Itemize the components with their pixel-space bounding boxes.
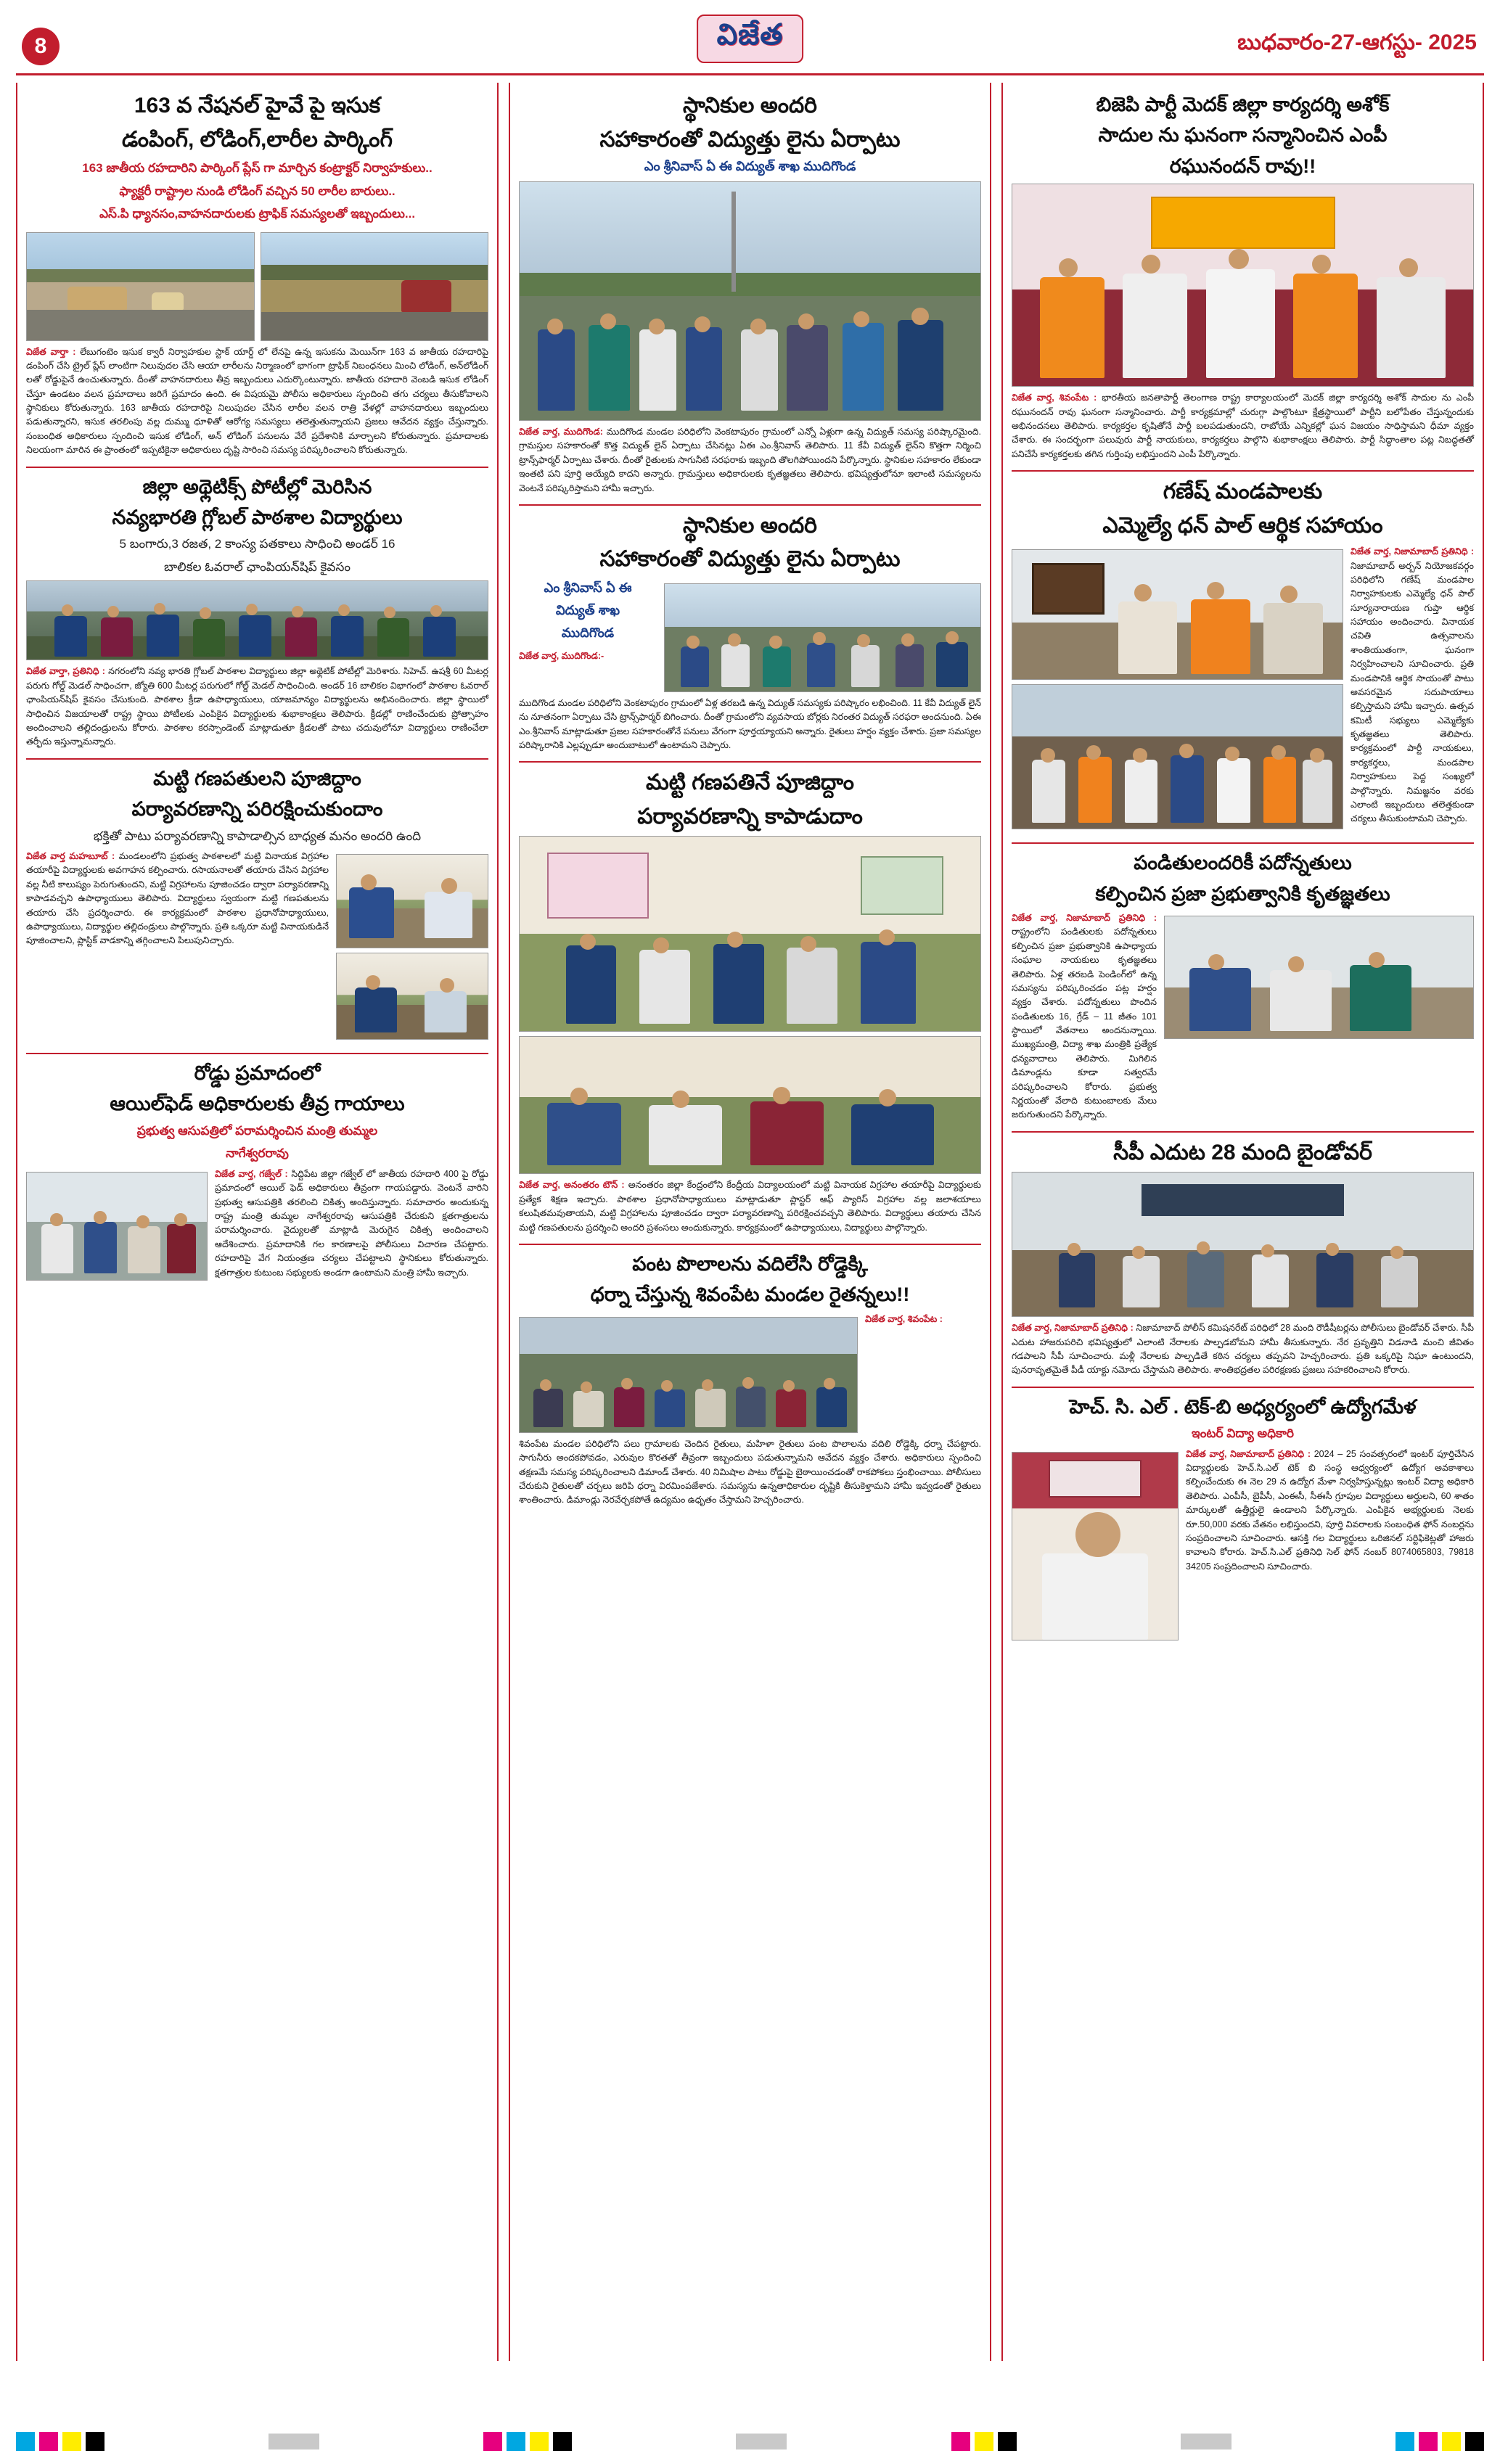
- column-left: [16, 83, 499, 2361]
- article-bjp-medak: [1012, 91, 1474, 461]
- logo-text: విజేత: [716, 19, 784, 51]
- color-registration-bars: [16, 2432, 1484, 2451]
- color-bar-magenta: [951, 2432, 970, 2451]
- color-bar-yellow: [1442, 2432, 1461, 2451]
- article-lead: విజేత వార్త, నిజామాబాద్ ప్రతినిధి :: [1012, 913, 1157, 924]
- divider: [519, 761, 981, 763]
- article-text: సిద్దిపేట జిల్లా గజ్వేల్ లో జాతీయ రహదారి 400 పై రోడ్డు ప్రమాదంలో ఆయిల్ ఫెడ్ అధికారులు తీవ్రంగా గాయపడ్డారు. వెంటనే వారిని ప్రభుత్వ ఆసుపత్రికి తరలించి చికిత్స అందిస్తున్నారు. సమాచారం అందుకున్న రాష్ట్ర మంత్రి తుమ్మల నాగేశ్వరరావు ఆసుపత్రికి చేరుకుని క్షతగాత్రులను పరామర్శించారు. వైద్యులతో మాట్లాడి మెరుగైన చికిత్స అందించాలని ఆదేశించారు. ప్రమాదానికి గల కారణాలపై పోలీసులు విచారణ చేపట్టారు. రహదారిపై వేగ నియంత్రణ చర్యలు చేపట్టాలని స్థానికులు కోరుతున్నారు. క్షతగాత్రుల కుటుంబ సభ్యులకు అండగా ఉంటామని మంత్రి హామీ ఇచ్చారు.: [215, 1168, 488, 1278]
- divider: [1012, 470, 1474, 472]
- grey-bar: [269, 2434, 319, 2449]
- logo: [697, 15, 804, 63]
- grey-bar: [736, 2434, 787, 2449]
- divider: [26, 758, 488, 760]
- article-power-line-2: [519, 512, 981, 753]
- divider: [519, 504, 981, 506]
- article-power-line-1: [519, 91, 981, 496]
- column-right: [1001, 83, 1484, 2361]
- article-lead: విజేత వార్త, అనంతరం టౌన్ :: [519, 1180, 625, 1191]
- headline-line: గణేష్ మండపాలకు: [1163, 480, 1323, 504]
- article-photo: [1012, 1172, 1474, 1317]
- article-photo: [1164, 916, 1474, 1039]
- article-photo: [664, 583, 981, 692]
- article-lead: విజేత వార్త మహబూబ్ :: [26, 851, 115, 861]
- color-bar-magenta: [1419, 2432, 1438, 2451]
- article-text: శివంపేట మండల పరిధిలోని పలు గ్రామాలకు చెందిన రైతులు, మహిళా రైతులు పంట పొలాలను వదిలి రోడ్డెక్కి ధర్నా చేపట్టారు. సాగునీరు అందకపోవడం, ఎరువుల కొరతతో తీవ్రంగా ఇబ్బందులు పడుతున్నామని ఆవేదన వ్యక్తం చేశారు. అధికారులు స్పందించి తక్షణమే సమస్య పరిష్కరించాలని డిమాండ్ చేశారు. 40 నిమిషాల పాటు రోడ్డుపై బైఠాయించడంతో రాకపోకలు స్తంభించాయి. పోలీసులు చేరుకుని రైతులతో చర్చలు జరిపి ధర్నా విరమింపజేశారు. సమస్యను ఉన్నతాధికారుల దృష్టికి తీసుకెళ్తామని హామీ ఇవ్వడంతో రైతులు శాంతించారు. డిమాండ్లు నెరవేర్చకపోతే ఉద్యమం ఉధృతం చేస్తామని హెచ్చరించారు.: [519, 1438, 981, 1506]
- article-body: [1012, 1321, 1474, 1378]
- headline-line: స్థానికుల అందరి: [683, 513, 817, 538]
- color-bar-yellow: [530, 2432, 549, 2451]
- article-photo: [26, 1172, 208, 1281]
- cb-group-right: [951, 2432, 1017, 2451]
- article-lead: విజేత వార్త, నిజామాబాద్ ప్రతినిధి :: [1186, 1448, 1311, 1459]
- headline-line: సాదుల ను ఘనంగా సన్మానించిన ఎంపీ: [1098, 124, 1388, 147]
- article-body: [519, 1437, 981, 1508]
- divider: [1012, 1131, 1474, 1133]
- article-lead: విజేత వార్తా, ప్రతినిధి :: [26, 666, 105, 677]
- article-photo: [336, 953, 488, 1040]
- subhead: ఎం శ్రీనివాస్ ఏ ఈ విద్యుత్ శాఖ ముదిగొండ: [644, 159, 856, 173]
- article-text: 2024 – 25 సంవత్సరంలో ఇంటర్ పూర్తిచేసిన విద్యార్థులకు హెచ్.సి.ఎల్ టెక్ బి సంస్థ ఆధ్వర్యంలో ఉద్యోగ అవకాశాలు కల్పించేందుకు ఈ నెల 29 న ఉద్యోగ మేళా నిర్వహిస్తున్నట్లు ఇంటర్ విద్యా అధికారి తెలిపారు. ఎంపీసీ, బైపీసీ, ఎంఈసీ, సీఈసీ గ్రూపుల విద్యార్థులు అర్హులని, 60 శాతం మార్కులతో ఉత్తీర్ణులై ఉండాలని పేర్కొన్నారు. ఎంపికైన అభ్యర్థులకు నెలకు రూ.50,000 వరకు వేతనం లభిస్తుందని, పూర్తి వివరాలకు సంబంధిత ఫోన్ నంబర్లను సంప్రదించాలని సూచించారు. ఆసక్తి గల విద్యార్థులు ఒరిజినల్ సర్టిఫికెట్లతో హాజరు కావాలని కోరారు. హెచ్.సి.ఎల్ ప్రతినిధి సెల్ ఫోన్ నంబర్ 8074065803, 79818 34205 సంప్రదించాలని సూచించారు.: [1186, 1448, 1474, 1572]
- subhead: భక్తితో పాటు పర్యావరణాన్ని కాపాడాల్సిన బాధ్యత మనం అందరి ఉంది: [93, 829, 422, 843]
- article-lead: విజేత వార్త, ముదిగొండ:: [519, 427, 603, 437]
- article-text: లేబుగంటెం ఇసుక క్వారీ నిర్వాహకుల స్టాక్ యార్డ్ లో లేనపై ఉన్న ఇసుకను మెయిన్‌గా 163 వ జాతీయ రహదారిపై డంపింగ్ చేసి ట్రైల్ ప్లేస్ లాంటిగా నిలువుదల చేసి ఆయా లారీలను నిర్మాణంలో భాగంగా ట్రాఫిక్ నిబంధనలు మించి లోడింగ్, అన్‌లోడింగ్ లతో రోడ్డుపైనే ఉంచుతున్నారు. దీంతో వాహనదారులు తీవ్ర ఇబ్బందులు ఎదుర్కొంటున్నారు. జాతీయ రహదారి వెంబడి ఇసుక లోడింగ్ చేస్తూ ఉండటం వలన ప్రమాదాలు జరిగే ప్రమాదం ఉంది. ఈ విషయమై పోలీసు అధికారులు స్పందించి తగు చర్యలు తీసుకోవాలని స్థానికులు కోరుతున్నారు. 163 జాతీయ రహదారిపై నిలుపుదల చేసిన లారీల వలన రాత్రి వేళల్లో వాహనదారులు ఇబ్బందులు పడుతున్నారని, ఇసుక తరలింపు వల్ల దుమ్ము ధూళితో ఆరోగ్య సమస్యలు తలెత్తుతున్నాయని ప్రజలు ఆవేదన వ్యక్తం చేస్తున్నారు. సంబంధిత అధికారులు స్పందించి ఇసుక లోడింగ్, అన్ లోడింగ్ పనులను వేరే ప్రదేశానికి మార్చాలని కోరుతున్నారు. ప్రమాదాలకు నిలయంగా మారిన ఈ ప్రాంతంలో ఇప్పటికైనా అధికారులు దృష్టి సారించి సమస్య పరిష్కరించాలని కోరుతున్నారు.: [26, 346, 488, 456]
- article-text: అనంతరం జిల్లా కేంద్రంలోని కేంద్రీయ విద్యాలయంలో మట్టి వినాయక విగ్రహాల తయారీపై విద్యార్థులకు ప్రత్యేక శిక్షణ ఇచ్చారు. పాఠశాల ప్రధానోపాధ్యాయులు మాట్లాడుతూ ప్లాస్టర్ ఆఫ్ ప్యారిస్ విగ్రహాల వల్ల జలాశయాలు కలుషితమవుతాయని, మట్టి విగ్రహాలను పూజించడం ద్వారా పర్యావరణాన్ని పరిరక్షించవచ్చని తెలిపారు. విద్యార్థులు తయారు చేసిన మట్టి గణపతులను ప్రదర్శించి అందరి ప్రశంసలు అందుకున్నారు. కార్యక్రమంలో ఉపాధ్యాయులు, విద్యార్థులు పాల్గొన్నారు.: [519, 1180, 981, 1233]
- subhead: 163 జాతీయ రహదారిని పార్కింగ్ ప్లేస్ గా మార్చిన కంట్రాక్టర్ నిర్వాహకులు..: [82, 161, 433, 175]
- subhead: ప్రభుత్వ ఆసుపత్రిలో పరామర్శించిన మంత్రి తుమ్మల: [136, 1123, 378, 1138]
- headline-line: ఎమ్మెల్యే ధన్ పాల్ ఆర్థిక సహాయం: [1102, 513, 1383, 538]
- article-lead: విజేత వార్త, ముదిగొండ:-: [519, 650, 604, 661]
- article-photo: [519, 836, 981, 1032]
- subhead: బాలికల ఓవరాల్ ఛాంపియన్‌షిప్ కైవసం: [163, 559, 351, 574]
- headline-line: బిజెపి పార్టీ మెదక్ జిల్లా కార్యదర్శి అశోక్: [1096, 94, 1390, 115]
- article-pandits-promotion: [1012, 850, 1474, 1122]
- headline-line: పర్యావరణాన్ని కాపాడుదాం: [637, 804, 863, 829]
- cb-group-mid: [483, 2432, 572, 2451]
- headline-line: ధర్నా చేస్తున్న శివంపేట మండల రైతన్నలు!!: [590, 1284, 910, 1306]
- headline-line: మట్టి గణపతులని పూజిద్దాం: [153, 767, 361, 789]
- color-bar-black: [998, 2432, 1017, 2451]
- article-text: ముదిగొండ మండల పరిధిలోని వెంకటాపురం గ్రామంలో ఏళ్ల తరబడి ఉన్న విద్యుత్ సమస్యకు పరిష్కారం లభించింది. 11 కేవీ విద్యుత్ లైన్ ను నూతనంగా ఏర్పాటు చేసి ట్రాన్స్‌ఫార్మర్ బిగించారు. దీంతో గ్రామంలోని వ్యవసాయ బోర్లకు నిరంతర విద్యుత్ సరఫరా అందనుంది. ఏఈ ఎం.శ్రీనివాస్ మాట్లాడుతూ ప్రజల సహకారంతోనే పనులు వేగంగా పూర్తయ్యాయని అన్నారు. రైతులు హర్షం వ్యక్తం చేశారు. ప్రజా సమస్యల పరిష్కారానికి ఎల్లప్పుడూ అందుబాటులో ఉంటామని చెప్పారు.: [519, 697, 981, 750]
- color-bar-cyan: [507, 2432, 525, 2451]
- subhead: ముదిగొండ: [561, 625, 615, 640]
- color-bar-yellow: [975, 2432, 993, 2451]
- article-body: [26, 345, 488, 458]
- headline-line: రోడ్డు ప్రమాదంలో: [194, 1062, 321, 1084]
- article-text: ముదిగొండ మండల పరిధిలోని వెంకటాపురం గ్రామంలో ఎన్నో ఏళ్లుగా ఉన్న విద్యుత్ సమస్య పరిష్కారమైంది. గ్రామస్తుల సహకారంతో కొత్త విద్యుత్ లైన్ ఏర్పాటు చేసినట్లు ఏఈ ఎం.శ్రీనివాస్ తెలిపారు. 11 కేవీ విద్యుత్ లైన్‌ని కొత్తగా నిర్మించి ట్రాన్స్‌ఫార్మర్ ఏర్పాటు చేశారు. దీంతో రైతులకు సాగునీటి సరఫరాకు ఇబ్బంది తొలగిపోయిందని పేర్కొన్నారు. స్థానికుల సహకారం లేకుండా ఇంతటి పని పూర్తి అయ్యేది కాదని అన్నారు. గ్రామస్తులు అధికారులకు కృతజ్ఞతలు తెలిపారు. భవిష్యత్తులోనూ ఇలాంటి సమస్యలను వెంటనే పరిష్కరిస్తామని హామీ ఇచ్చారు.: [519, 427, 981, 493]
- color-bar-cyan: [16, 2432, 35, 2451]
- article-lead: విజేత వార్త, శివంపేట :: [865, 1313, 943, 1324]
- article-photo: [519, 1317, 858, 1433]
- subhead: విద్యుత్ శాఖ: [555, 602, 620, 617]
- masthead: [16, 13, 1484, 75]
- article-road-accident: [26, 1060, 488, 1285]
- page-number: 8: [22, 28, 60, 65]
- article-athletics: [26, 474, 488, 750]
- subhead: ఫ్యాక్టరీ రాష్ట్రాల నుండి లోడింగ్ వచ్చిన 50 లారీల బారులు..: [119, 184, 396, 198]
- headline-line: రఘునందన్ రావు!!: [1169, 155, 1316, 177]
- article-photo: [519, 181, 981, 421]
- subhead: ఎస్.పి ధ్యానసం,వాహనదారులకు ట్రాఫిక్ సమస్యలతో ఇబ్బందులు...: [99, 207, 416, 221]
- article-text: భారతీయ జనతాపార్టీ తెలంగాణ రాష్ట్ర కార్యాలయంలో మెదక్ జిల్లా కార్యదర్శి అశోక్ సాదుల ను ఎంపీ రఘునందన్ రావు ఘనంగా సన్మానించారు. పార్టీ కార్యక్రమాల్లో చురుగ్గా పాల్గొంటూ క్షేత్రస్థాయిలో పార్టీని బలోపేతం చేస్తున్నందుకు అభినందనలు తెలిపారు. కార్యకర్తల కృషితోనే పార్టీ బలపడుతుందని, రాబోయే ఎన్నికల్లో ఘన విజయం సాధిస్తామని ధీమా వ్యక్తం చేశారు. ఈ సందర్భంగా పలువురు పార్టీ నాయకులు, కార్యకర్తలు పాల్గొని శుభాకాంక్షలు తెలిపారు. పార్టీ సిద్ధాంతాల పట్ల నిబద్ధతతో పనిచేసే కార్యకర్తలకు తగిన గుర్తింపు లభిస్తుందని ఎంపీ పేర్కొన్నారు.: [1012, 393, 1474, 459]
- headline-line: జిల్లా అథ్లెటిక్స్ పోటీల్లో మెరిసిన: [142, 475, 372, 498]
- article-body: [26, 665, 488, 749]
- article-lead: విజేత వార్త, శివంపేట :: [1012, 393, 1097, 403]
- subhead: ఇంటర్ విద్యా అధికారి: [1192, 1426, 1294, 1441]
- article-photo: [1012, 684, 1343, 829]
- divider: [26, 467, 488, 468]
- article-clay-ganesh-2: [519, 768, 981, 1235]
- grey-bar: [1181, 2434, 1231, 2449]
- headline-line: నవ్యభారతి గ్లోబల్ పాఠశాల విద్యార్థులు: [112, 506, 403, 528]
- subhead: నాగేశ్వరరావు: [226, 1146, 289, 1161]
- headline-line: స్థానికుల అందరి: [683, 94, 817, 118]
- divider: [1012, 842, 1474, 844]
- article-text: నగరంలోని నవ్య భారతి గ్లోబల్ పాఠశాల విద్యార్థులు జిల్లా అథ్లెటిక్ పోటీల్లో మెరిశారు. సిహెచ్. ఉషశ్రీ 60 మీటర్ల పరుగు గోల్డ్ మెడల్ సాధించగా, జ్యోతి 600 మీటర్ల పరుగులో గోల్డ్ మెడల్ సాధించింది. అండర్ 16 బాలికల విభాగంలో పాఠశాల ఓవరాల్ ఛాంపియన్‌షిప్ కైవసం చేసుకుంది. పాఠశాల క్రీడా ఉపాధ్యాయులు, యాజమాన్యం విద్యార్థులను అభినందించారు. జిల్లా స్థాయిలో సాధించిన విజయాలతో రాష్ట్ర స్థాయి పోటీలకు ఎంపికైన విద్యార్థులకు శుభాకాంక్షలు తెలిపారు. క్రీడల్లో రాణించేందుకు ప్రోత్సాహం అందించాలని తల్లిదండ్రులను కోరారు. పాఠశాల కరస్పాండెంట్ మాట్లాడుతూ క్రీడలతో పాటు చదువులోనూ విద్యార్థులు రాణించేలా తర్ఫీదు ఇస్తున్నామన్నారు.: [26, 666, 488, 747]
- article-body: [519, 1178, 981, 1235]
- subhead: ఎం శ్రీనివాస్ ఏ ఈ: [544, 580, 632, 595]
- article-body: [519, 697, 981, 753]
- color-bar-black: [86, 2432, 104, 2451]
- divider: [519, 1244, 981, 1245]
- article-photo: [26, 232, 255, 341]
- article-lead: విజేత వార్త, నిజామాబాద్ ప్రతినిధి :: [1351, 546, 1474, 557]
- color-bar-cyan: [1396, 2432, 1414, 2451]
- divider: [1012, 1387, 1474, 1388]
- color-bar-yellow: [62, 2432, 81, 2451]
- article-campus-placement: [1012, 1138, 1474, 1378]
- subhead: 5 బంగారు,3 రజత, 2 కాంస్య పతకాలు సాధించి అండర్ 16: [119, 537, 396, 551]
- article-photo: [261, 232, 489, 341]
- article-text: మండలంలోని ప్రభుత్వ పాఠశాలలో మట్టి వినాయక విగ్రహాల తయారీపై విద్యార్థులకు అవగాహన కల్పించారు. రసాయనాలతో తయారు చేసిన విగ్రహాల వల్ల నీటి కాలుష్యం పెరుగుతుందని, మట్టి విగ్రహాలను పూజించడం ద్వారా పర్యావరణాన్ని కాపాడవచ్చని ఉపాధ్యాయులు తెలిపారు. విద్యార్థులు స్వయంగా మట్టి గణపతులను తయారు చేసి ప్రదర్శించారు. ఈ కార్యక్రమంలో పాఠశాల ప్రధానోపాధ్యాయులు, ఉపాధ్యాయులు, విద్యార్థుల తల్లిదండ్రులు పాల్గొన్నారు. ప్రతి ఒక్కరూ మట్టి వినాయకుడినే పూజించాలని, ప్లాస్టిక్ వాడకాన్ని తగ్గించాలని పిలుపునిచ్చారు.: [26, 851, 329, 946]
- article-photo: [26, 580, 488, 660]
- color-bar-magenta: [39, 2432, 58, 2451]
- article-lead: విజేత వార్తా :: [26, 346, 76, 357]
- headline-line: 163 వ నేషనల్ హైవే పై ఇసుక: [134, 94, 381, 118]
- headline-line: మట్టి గణపతినే పూజిద్దాం: [646, 771, 854, 795]
- article-lead: విజేత వార్త, నిజామాబాద్ ప్రతినిధి :: [1012, 1323, 1134, 1334]
- divider: [26, 1053, 488, 1054]
- headline-line: డంపింగ్, లోడింగ్,లారీల పార్కింగ్: [122, 127, 393, 152]
- cb-group-far-right: [1396, 2432, 1484, 2451]
- color-bar-magenta: [483, 2432, 502, 2451]
- color-bar-black: [553, 2432, 572, 2451]
- article-text: నిజామాబాద్ అర్బన్ నియోజకవర్గం పరిధిలోని గణేష్ మండపాల నిర్వాహకులకు ఎమ్మెల్యే ధన్ పాల్ సూర్యనారాయణ గుప్తా ఆర్థిక సహాయం అందించారు. వినాయక చవితి ఉత్సవాలను శాంతియుతంగా, ఘనంగా నిర్వహించాలని సూచించారు. ప్రతి మండపానికి ఆర్థిక సాయంతో పాటు అవసరమైన సదుపాయాలు కల్పిస్తామని హామీ ఇచ్చారు. ఉత్సవ కమిటీ సభ్యులు ఎమ్మెల్యేకు కృతజ్ఞతలు తెలిపారు. కార్యక్రమంలో పార్టీ నాయకులు, కార్యకర్తలు, మండపాల నిర్వాహకులు పెద్ద సంఖ్యలో పాల్గొన్నారు. నిమజ్జనం వరకు ఎలాంటి ఇబ్బందులు తలెత్తకుండా చర్యలు తీసుకుంటామని చెప్పారు.: [1351, 560, 1474, 824]
- headline-line: హెచ్. సి. ఎల్ . టెక్-బి అధ్యర్యంలో ఉద్యోగమేళ: [1069, 1395, 1417, 1418]
- article-sand-dumping: [26, 91, 488, 458]
- headline-line: సీపీ ఎదుట 28 మంది బైండోవర్: [1113, 1140, 1372, 1165]
- article-photo: [1012, 1452, 1179, 1640]
- article-body: [519, 425, 981, 496]
- column-container: [16, 83, 1484, 2361]
- color-bar-black: [1465, 2432, 1484, 2451]
- article-body: [1012, 391, 1474, 461]
- headline-line: కల్పించిన ప్రజా ప్రభుత్వానికి కృతజ్ఞతలు: [1095, 882, 1390, 905]
- article-lead: విజేత వార్త, గజ్వేల్ :: [215, 1168, 288, 1179]
- article-photo: [1012, 549, 1343, 680]
- article-clay-ganesh: [26, 765, 488, 1044]
- article-photo: [336, 854, 488, 948]
- cb-group-left: [16, 2432, 104, 2451]
- headline-line: పంట పొలాలను వదిలేసి రోడ్డెక్కి: [632, 1252, 868, 1275]
- article-text: రాష్ట్రంలోని పండితులకు పదోన్నతులు కల్పించిన ప్రజా ప్రభుత్వానికి ఉపాధ్యాయ సంఘాల నాయకులు కృతజ్ఞతలు తెలిపారు. ఏళ్ల తరబడి పెండింగ్‌లో ఉన్న సమస్యను పరిష్కరించడం పట్ల హర్షం వ్యక్తం చేశారు. పదోన్నతులు పొందిన పండితులకు 16, గ్రేడ్ – 11 జీతం 101 స్థాయిలో వేతనాలు అందనున్నాయి. ముఖ్యమంత్రి, విద్యా శాఖ మంత్రికి ప్రత్యేక ధన్యవాదాలు తెలిపారు. మిగిలిన డిమాండ్లను కూడా సత్వరమే పరిష్కరించాలని కోరారు. ప్రభుత్వ నిర్ణయంతో వేలాది కుటుంబాలకు మేలు జరుగుతుందని పేర్కొన్నారు.: [1012, 927, 1157, 1120]
- headline-line: ఆయిల్‌ఫెడ్ అధికారులకు తీవ్ర గాయాలు: [110, 1093, 405, 1115]
- article-text: నిజామాబాద్ పోలీస్ కమిషనరేట్ పరిధిలో 28 మంది రౌడీషీటర్లను పోలీసులు బైండోవర్ చేశారు. సీపీ ఎదుట హాజరుపరిచి భవిష్యత్తులో ఎలాంటి నేరాలకు పాల్పడబోమని హామీ తీసుకున్నారు. నేర ప్రవృత్తిని విడనాడి మంచి జీవితం గడపాలని సీపీ సూచించారు. మళ్లీ నేరాలకు పాల్పడితే కఠిన చర్యలు తప్పవని హెచ్చరించారు. ప్రతి ఒక్కరిపై నిఘా ఉంటుందని, పునరావృతమైతే పీడీ యాక్టు నమోదు చేస్తామని తెలిపారు. శాంతిభద్రతల పరిరక్షణకు ప్రజలు సహకరించాలని కోరారు.: [1012, 1323, 1475, 1376]
- edition-date: బుధవారం-27-ఆగస్టు- 2025: [1237, 30, 1477, 54]
- article-farmers-protest: [519, 1251, 981, 1508]
- headline-line: సహాకారంతో విద్యుత్తు లైను ఏర్పాటు: [599, 547, 901, 572]
- article-job-mela: [1012, 1394, 1474, 1645]
- article-photo: [519, 1036, 981, 1174]
- column-middle: [509, 83, 991, 2361]
- article-ganesh-mandapalu: [1012, 477, 1474, 834]
- headline-line: పండితులందరికీ పదోన్నతులు: [1134, 852, 1352, 874]
- headline-line: సహాకారంతో విద్యుత్తు లైను ఏర్పాటు: [599, 127, 901, 152]
- article-photo: [1012, 184, 1474, 387]
- headline-line: పర్యావరణాన్ని పరిరక్షించుకుందాం: [131, 798, 383, 821]
